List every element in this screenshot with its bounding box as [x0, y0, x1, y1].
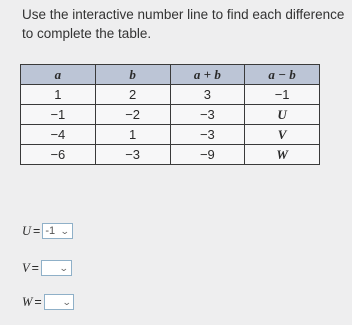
equals-sign: = [34, 295, 42, 309]
table-row [21, 85, 320, 105]
column-header-sum: a + b [170, 65, 245, 85]
answer-w-dropdown[interactable] [44, 294, 75, 310]
table-cell: −9 [170, 145, 245, 165]
answer-v-dropdown[interactable] [41, 260, 72, 276]
instruction-text: Use the interactive number line to find each difference to complete the table. [22, 7, 345, 41]
answer-label: V [22, 260, 30, 275]
table-row [21, 145, 320, 165]
answer-row-v [22, 260, 72, 276]
chevron-down-icon: ⌄ [60, 225, 71, 236]
table-cell: 1 [95, 125, 170, 145]
table-cell: −1 [245, 85, 320, 105]
table-row [21, 125, 320, 145]
table-cell-unknown-v: V [245, 125, 320, 145]
table-cell-unknown-u: U [245, 105, 320, 125]
answer-row-u [22, 223, 73, 239]
table-cell: −3 [95, 145, 170, 165]
answer-label: U [22, 223, 32, 238]
dropdown-value: -1 [45, 225, 56, 237]
equals-sign: = [33, 224, 41, 238]
column-header-b: b [95, 65, 170, 85]
table-cell: 1 [21, 85, 96, 105]
table-cell: −6 [21, 145, 96, 165]
answer-row-w [22, 294, 74, 310]
equals-sign: = [31, 261, 39, 275]
answer-label: W [22, 294, 33, 309]
table-row [21, 105, 320, 125]
table-cell: −2 [95, 105, 170, 125]
chevron-down-icon: ⌄ [61, 296, 72, 307]
column-header-difference: a − b [245, 65, 320, 85]
table-cell: 3 [170, 85, 245, 105]
table-cell: −3 [170, 125, 245, 145]
answer-u-dropdown[interactable] [42, 223, 73, 239]
table-header-row [21, 65, 320, 85]
table-cell: −3 [170, 105, 245, 125]
table-cell: −1 [21, 105, 96, 125]
table-cell: −4 [21, 125, 96, 145]
table-cell-unknown-w: W [245, 145, 320, 165]
chevron-down-icon: ⌄ [58, 262, 69, 273]
values-table [20, 64, 320, 165]
table-cell: 2 [95, 85, 170, 105]
column-header-a: a [21, 65, 96, 85]
